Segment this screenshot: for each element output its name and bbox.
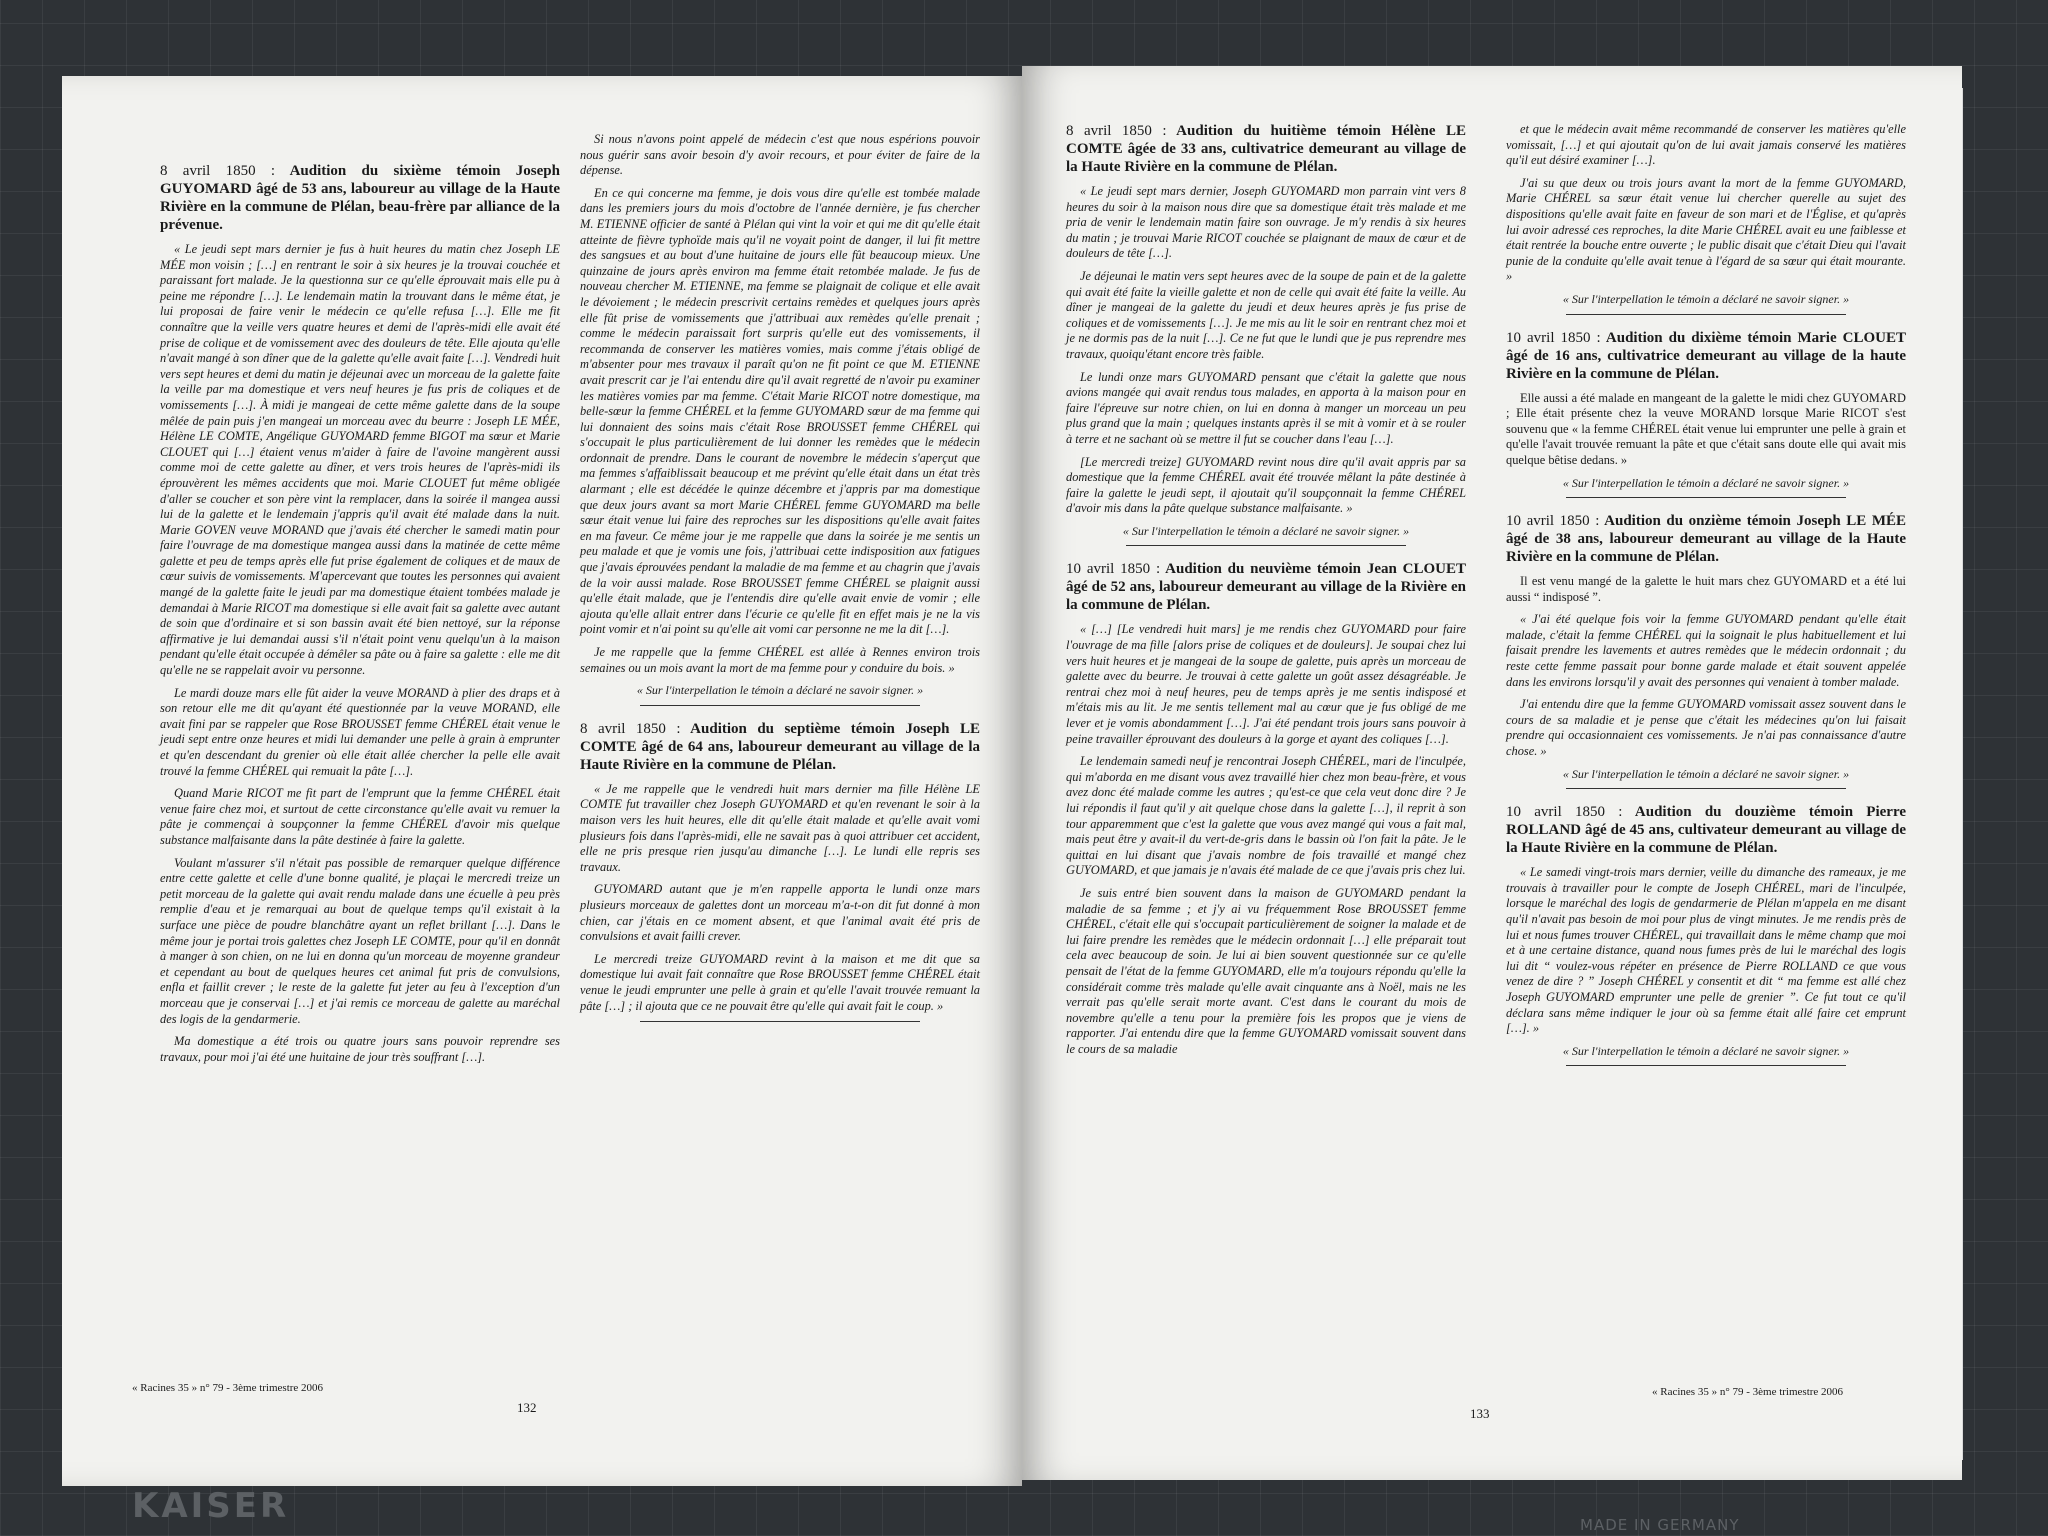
paragraph: « […] [Le vendredi huit mars] je me rendis chez GUYOMARD pour faire l'ouvrage de ma fille [alors prise de coliques et de douleurs]. Je soupai chez lui vers huit heures et je mangeai de la soupe de galette, puis après un morceau de galette avec du beurre. Je trouvai à cette galette un goût assez désagréable. Je rentrai chez moi à neuf heures, peu de temps après je me sentis indisposé et m'étais mis au lit. Je me sentis tellement mal au cœur que je fus obligé de me lever et je vomis abondamment […]. J'ai été pendant trois jours sans pouvoir à peine travailler éprouvant des douleurs à la gorge et ayant des coliques […].	[1066, 622, 1466, 746]
divider	[1126, 545, 1406, 546]
paragraph: « J'ai été quelque fois voir la femme GUYOMARD pendant qu'elle était malade, c'était la femme CHÉREL qui la soignait le plus habituellement et lui faisait prendre les lavements et autres remèdes que le médecin ordonnait ; du reste cette femme passait pour bonne garde malade et était souvent appelée dans les environs lorsqu'il y avait des personnes qui venaient à tomber malade.	[1506, 612, 1906, 689]
paragraph: « Le jeudi sept mars dernier, Joseph GUYOMARD mon parrain vint vers 8 heures du soir à la maison nous dire que sa domestique était très malade et me pria de venir le lendemain matin faire son ouvrage. Je m'y rendis à six heures du matin ; je trouvai Marie RICOT couchée se plaignant de maux de cœur et de douleurs de tête […].	[1066, 184, 1466, 261]
paragraph: Je suis entré bien souvent dans la maison de GUYOMARD pendant la maladie de sa femme ; et j'y ai vu fréquemment Rose BROUSSET femme CHÉREL, c'était elle qui s'occupait particulièrement de soigner la malade et de lui faire prendre les remèdes que le médecin ordonnait […] elle préparait tout cela avec beaucoup de soin. Je lui ai bien souvent questionnée sur ce qu'elle pensait de l'état de la femme GUYOMARD, elle m'a toujours répondu qu'elle la considérait comme très malade qu'elle avait cinquante ans à Noël, mais ne les verrait pas qu'elle serait morte avant. C'est dans le courant du mois de novembre qu'elle a tenu pour la première fois les propos que je viens de rapporter. J'ai entendu dire que la femme GUYOMARD vomissait souvent dans le cours de sa maladie	[1066, 885, 1466, 1056]
signature-note: « Sur l'interpellation le témoin a déclaré ne savoir signer. »	[1562, 1043, 1850, 1058]
testimony-header: 10 avril 1850 : Audition du neuvième témoin Jean CLOUET âgé de 52 ans, laboureur demeurant au village de la Rivière en la commune de Plélan.	[1066, 561, 1466, 614]
paragraph: Le mercredi treize GUYOMARD revint à la maison et me dit que sa domestique lui avait fait connaître que Rose BROUSSET femme CHÉREL était venue le jeudi emprunter une pelle à grain et qu'elle l'avait trouvée remuant la pâte […] ; il ajouta que ce ne pouvait être qu'elle qui avait fait le coup. »	[580, 951, 980, 1013]
paragraph: Je déjeunai le matin vers sept heures avec de la soupe de pain et de la galette qui avait été faite la vieille galette et non de celle qui avait été faite la veille. Au dîner je mangeai de la galette du jeudi et deux heures après je fus prise de coliques et de vomissements […]. Je me mis au lit le soir en rentrant chez moi et je ne dormis pas de la nuit […]. Ce ne fut que le lundi que je pus reprendre mes travaux, quoiqu'étant encore très faible.	[1066, 268, 1466, 361]
paragraph: J'ai su que deux ou trois jours avant la mort de la femme GUYOMARD, Marie CHÉREL sa sœur était venue lui chercher querelle au sujet des dispositions qu'elle avait faite en faveur de son mari et de l'Église, et qu'après lui avoir adressé ces reproches, la dite Marie CHÉREL avait eu une faiblesse et était rentrée la bouche entre ouverte ; le public disait que c'était Dieu qui l'avait punie de la conduite qu'elle avait tenue à l'égard de sa sœur qui était mourante. »	[1506, 175, 1906, 284]
divider	[1566, 788, 1846, 789]
paragraph: [Le mercredi treize] GUYOMARD revint nous dire qu'il avait appris par sa domestique que la femme CHÉREL avait été trouvée mêlant la pâte destinée à faire la galette le jeudi sept, il ajoutait qu'il soupçonnait la femme CHÉREL d'avoir mis dans la pâte quelque substance malfaisante. »	[1066, 454, 1466, 516]
page-number: 132	[517, 1400, 537, 1415]
testimony-header: 8 avril 1850 : Audition du septième témoin Joseph LE COMTE âgé de 64 ans, laboureur demeurant au village de la Haute Rivière en la commune de Plélan.	[580, 720, 980, 773]
paragraph: « Je me rappelle que le vendredi huit mars dernier ma fille Hélène LE COMTE fut travailler chez Joseph GUYOMARD et qu'en revenant le soir à la maison vers les huit heures, elle dit qu'elle était malade et qu'elle avait vomi plusieurs fois dans l'après-midi, elle ne savait pas à quoi attribuer cet accident, elle ne pris presque rien jusqu'au dimanche […]. Le lundi elle repris ses travaux.	[580, 781, 980, 874]
signature-note: « Sur l'interpellation le témoin a déclaré ne savoir signer. »	[1562, 475, 1850, 490]
paragraph: Si nous n'avons point appelé de médecin c'est que nous espérions pouvoir nous guérir sans avoir besoin d'y avoir recours, et pour éviter de faire de la dépense.	[580, 132, 980, 178]
testimony-header: 8 avril 1850 : Audition du huitième témoin Hélène LE COMTE âgée de 33 ans, cultivatrice demeurant au village de la Haute Rivière en la commune de Plélan.	[1066, 123, 1466, 175]
paragraph: En ce qui concerne ma femme, je dois vous dire qu'elle est tombée malade dans les premiers jours du mois d'octobre de l'année dernière, je fus chercher M. ETIENNE officier de santé à Plélan qui vint la voir et qui me dit qu'elle était atteinte de fièvre typhoïde mais qu'il ne voyait point de danger, il lui fit mettre des sangsues et au bout d'une huitaine de jours elle fût beaucoup mieux. Une quinzaine de jours après environ ma femme était retombée malade. Je fus de nouveau chercher M. ETIENNE, ma femme se plaignait de colique et elle avait le dévoiement ; le médecin prescrivit certains remèdes et quelques jours après elle fût prise de vomissements que j'attribuai aux remèdes qu'elle prenait ; comme le médecin paraissait fort surpris qu'elle eut des vomissements, il recommanda de conserver les matières vomies, mais comme j'étais obligé de m'absenter pour mes travaux il paraît qu'on ne fit point ce que M. ETIENNE avait prescrit car je l'ai entendu dire qu'il avait regretté de n'avoir pu examiner les matières vomies par ma femme. C'était Marie RICOT notre domestique, ma belle-sœur la femme CHÉREL et la femme GUYOMARD sœur de ma femme qui lui donnaient des soins mais c'était Rose BROUSSET femme CHÉREL qui s'occupait le plus particulièrement de lui donner les remèdes que le médecin ordonnait de prendre. Dans le courant de novembre le médecin s'aperçut que ma femmes s'affaiblissait beaucoup et me prévint qu'elle était dans un état très alarmant ; elle est décédée le quinze décembre et j'appris par ma domestique que deux jours avant sa mort Marie CHÉREL femme GUYOMARD ma belle sœur était venue lui faire des reproches sur les dispositions qu'elle avait faites en ma faveur. Ce même jour je me rappelle que dans la soirée je me sentis un peu malade et que je vomis une fois, j'attribuai cette indisposition aux fatigues que j'avais éprouvées pendant la maladie de ma femme et au chagrin que j'avais de la voir aussi malade. Rose BROUSSET femme CHÉREL se plaignit aussi qu'elle était malade, que je l'entendis dire qu'elle avait envie de vomir ; elle ajouta qu'elle allait entrer dans l'écurie ce qu'elle fit en effet mais je ne la vis point vomir et n'ai point su qu'elle ait vomi car personne ne me la dit […].	[580, 185, 980, 637]
left-column-1	[160, 162, 560, 1072]
testimony-header: 8 avril 1850 : Audition du sixième témoin Joseph GUYOMARD âgé de 53 ans, laboureur au village de la Haute Rivière en la commune de Plélan, beau-frère par alliance de la prévenue.	[160, 163, 560, 233]
paragraph: « Le jeudi sept mars dernier je fus à huit heures du matin chez Joseph LE MÉE mon voisin ; […] en rentrant le soir à six heures je la trouvai couchée et paraissant fort malade. Je la questionna sur ce qu'elle éprouvait mais elle pu à peine me répondre […]. Le lendemain matin la trouvant dans le même état, je lui proposai de faire venir le médecin ce qu'elle refusa […]. Elle me fit connaître que la veille vers quatre heures et demi de l'après-midi elle avait été prise de colique et de vomissement avec des douleurs de tête. Elle ajouta qu'elle n'avait mangé à son dîner que de la galette qu'elle avait faite […]. Vendredi huit vers sept heures et demi du matin je déjeunai avec un morceau de la galette faite la veille par ma domestique et vers neuf heures je fus pris de coliques et de vomissements […]. À midi je mangeai de cette même galette dans de la soupe mêlée de pain puis j'en mangeai un morceau avec du beurre : Joseph LE MÉE, Hélène LE COMTE, Angélique GUYOMARD femme BIGOT ma sœur et Marie CLOUET qui […] étaient venus m'aider à faire de l'avoine mangèrent aussi comme moi de cette galette au dîner, et vers trois heures de l'après-midi ils éprouvèrent les mêmes accidents que moi. Marie CLOUET fut même obligée d'aller se coucher et son père vint la remplacer, dans la soirée il mangea aussi lui de la galette et le lendemain j'appris qu'il avait été malade dans la nuit. Marie GOVEN veuve MORAND que j'avais été chercher le samedi matin pour faire l'ouvrage de ma domestique mangea aussi dans la matinée de cette même galette et peu de temps après elle fut prise également de coliques et de maux de cœur suivis de vomissements. M'apercevant que toutes les personnes qui avaient mangé de la galette faite le jeudi par ma domestique étaient tombées malade je demandai à Marie RICOT ma domestique si elle avait fait sa galette avec autant de soin que d'ordinaire et si son bassin avait été bien nettoyé, sur la réponse affirmative je lui demandai aussi s'il n'était point venu quelqu'un à la maison pendant qu'elle était occupée à démêler sa pâte ou à faire sa galette : elle me dit qu'elle ne se rappelait avoir vu personne.	[160, 242, 560, 678]
left-page	[62, 76, 1022, 1486]
page-number: 133	[1470, 1406, 1490, 1421]
signature-note: « Sur l'interpellation le témoin a déclaré ne savoir signer. »	[1562, 291, 1850, 306]
paragraph: Le lendemain samedi neuf je rencontrai Joseph CHÉREL, mari de l'inculpée, qui m'aborda en me disant vous avez travaillé hier chez mon beau-frère, et vous avez donc été malade comme les autres ; qu'est-ce que cela veut donc dire ? Je lui répondis il faut qu'il y ait quelque chose dans la galette […], il reprit à son tour apparemment que c'est la galette que vous avez mangé qui vous a fait mal, mais peut être y avait-il du vert-de-gris dans le bassin où l'on fait la pâte. Je le quittai en lui disant que j'avais nombre de fois travaillé et mangé chez GUYOMARD, et que jamais je n'avais été malade de ce que j'avais pris chez lui.	[1066, 754, 1466, 878]
right-column-1	[1066, 122, 1466, 1065]
paragraph: Voulant m'assurer s'il n'était pas possible de remarquer quelque différence entre cette galette et celle d'une bonne qualité, je plaçai le mercredi treize un petit morceau de la galette qui avait rendu malade dans une écuelle à peu près remplie d'eau et je remarquai au bout de quelque temps qu'il existait à la surface une pièce de poudre blanchâtre ayant un reflet brillant […]. Dans le même jour je portai trois galettes chez Joseph LE COMTE, pour qu'il en donnât à manger à son chien, on ne lui en donna qu'un morceau de moyenne grandeur et cependant au bout de quelques heures cet animal fut pris de convulsions, enfla et faillit crever ; le reste de la galette fut jeter au feu à l'exception d'un morceau que je conservai […] et j'ai remis ce morceau de galette au maréchal des logis de la gendarmerie.	[160, 855, 560, 1026]
made-in-label: MADE IN GERMANY	[1580, 1516, 1740, 1534]
mat-brand: KAISER	[132, 1486, 290, 1526]
divider	[640, 1021, 920, 1022]
page-footer: « Racines 35 » n° 79 - 3ème trimestre 2006	[1652, 1386, 1844, 1398]
divider	[1566, 1065, 1846, 1066]
signature-note: « Sur l'interpellation le témoin a déclaré ne savoir signer. »	[1122, 523, 1410, 538]
paragraph: J'ai entendu dire que la femme GUYOMARD vomissait assez souvent dans le cours de sa maladie et je pense que c'était les médecines qu'on lui faisait prendre qui occasionnaient ces vomissements. Je n'ai pas connaissance d'autre chose. »	[1506, 697, 1906, 759]
divider	[1566, 497, 1846, 498]
paragraph: et que le médecin avait même recommandé de conserver les matières qu'elle vomissait, […] et qui ajoutait qu'on de lui avait jamais conservé les matières qu'il eut désiré examiner […].	[1506, 122, 1906, 168]
paragraph: Il est venu mangé de la galette le huit mars chez GUYOMARD et a été lui aussi “ indisposé ”.	[1506, 574, 1906, 604]
right-page	[1022, 66, 1962, 1480]
paragraph: Le mardi douze mars elle fût aider la veuve MORAND à plier des draps et à son retour elle me dit qu'ayant été questionnée par la veuve MORAND, elle avait fini par se rappeler que Rose BROUSSET femme CHÉREL était venue le jeudi sept entre onze heures et midi lui demander une pelle à grain à emprunter et qu'en descendant du grenier où elle était allée chercher la pelle elle avait trouvé la femme CHÉREL qui remuait la pâte […].	[160, 685, 560, 778]
paragraph: Le lundi onze mars GUYOMARD pensant que c'était la galette que nous avions mangée qui avait rendus tous malades, en apporta à la maison pour en faire l'épreuve sur notre chien, on lui en donna à manger un morceau un peu plus grand que la main ; quelques instants après il se mit à vomir et à se rouler à terre et ne sachant où se mettre il fut se coucher dans l'eau […].	[1066, 369, 1466, 446]
divider	[1566, 314, 1846, 315]
right-column-2	[1506, 122, 1906, 1080]
paragraph: « Le samedi vingt-trois mars dernier, veille du dimanche des rameaux, je me trouvais à travailler pour le compte de Joseph CHÉREL, mari de l'inculpée, lorsque le maréchal des logis de gendarmerie de Plélan m'appela en me disant qu'il n'avait pas besoin de moi pour plus de vingt minutes. Je me rendis près de lui et nous fumes trouver CHÉREL, qui travaillait dans le même champ que moi et à une certaine distance, quand nous fumes près de lui le maréchal des logis lui dit “ voulez-vous répéter en présence de Pierre ROLLAND ce que vous venez de dire ? ” Joseph CHÉREL y consentit et dit “ ma femme est allé chez Joseph GUYOMARD emprunter une pelle de grenier ”. Ce fut tout ce qu'il déclara sans même indiquer le jour où sa femme était allé faire cet emprunt […]. »	[1506, 865, 1906, 1036]
testimony-header: 10 avril 1850 : Audition du douzième témoin Pierre ROLLAND âgé de 45 ans, cultivateur demeurant au village de la Haute Rivière en la commune de Plélan.	[1506, 804, 1906, 857]
paragraph: GUYOMARD autant que je m'en rappelle apporta le lundi onze mars plusieurs morceaux de galettes dont un morceau m'a-t-on dit fut donné à mon chien, car j'étais en ce moment absent, et que l'animal avait été pris de convulsions et avait failli crever.	[580, 882, 980, 944]
paragraph: Quand Marie RICOT me fit part de l'emprunt que la femme CHÉREL était venue faire chez moi, et surtout de cette circonstance qu'elle avait vu remuer la pâte je commençai à soupçonner la femme CHÉREL d'avoir mis quelque substance malfaisante dans la pâte destinée à faire la galette.	[160, 786, 560, 847]
left-column-2	[580, 132, 980, 1036]
signature-note: « Sur l'interpellation le témoin a déclaré ne savoir signer. »	[636, 683, 924, 698]
paragraph: Je me rappelle que la femme CHÉREL est allée à Rennes environ trois semaines ou un mois avant la mort de ma femme pour y conduire du bois. »	[580, 645, 980, 675]
signature-note: « Sur l'interpellation le témoin a déclaré ne savoir signer. »	[1562, 766, 1850, 781]
divider	[640, 705, 920, 706]
paragraph: Ma domestique a été trois ou quatre jours sans pouvoir reprendre ses travaux, pour moi j'ai été une huitaine de jour très souffrant […].	[160, 1034, 560, 1064]
testimony-header: 10 avril 1850 : Audition du dixième témoin Marie CLOUET âgé de 16 ans, cultivatrice demeurant au village de la haute Rivière en la commune de Plélan.	[1506, 329, 1906, 382]
page-footer: « Racines 35 » n° 79 - 3ème trimestre 2006	[132, 1382, 324, 1394]
paragraph: Elle aussi a été malade en mangeant de la galette le midi chez GUYOMARD ; Elle était présente chez la veuve MORAND lorsque Marie RICOT s'est souvenu que « la femme CHÉREL était venue lui emprunter une pelle à grain et qu'elle l'avait trouvée remuant la pâte et que c'était sans doute elle qui avait mis quelque bêtise dedans. »	[1506, 390, 1906, 467]
testimony-header: 10 avril 1850 : Audition du onzième témoin Joseph LE MÉE âgé de 38 ans, laboureur demeurant au village de la Haute Rivière en la commune de Plélan.	[1506, 513, 1906, 566]
